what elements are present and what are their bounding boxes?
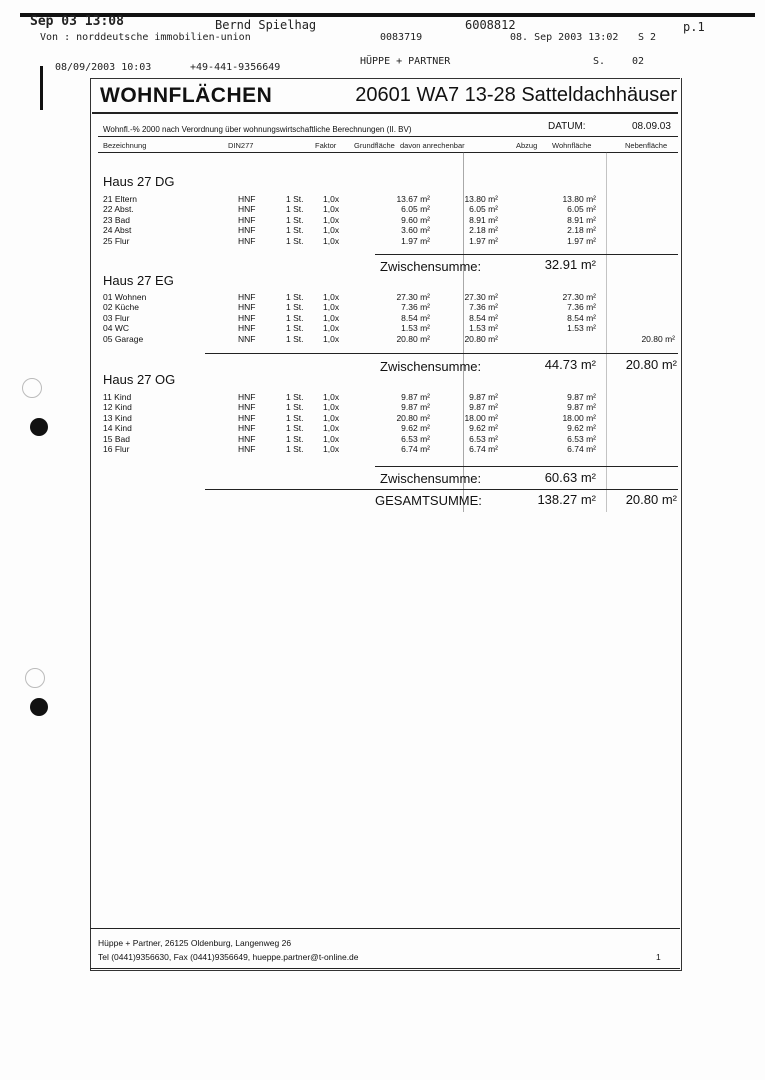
project-title: 20601 WA7 13-28 Satteldachhäuser bbox=[355, 84, 677, 106]
cell-anrechenbar: 18.00 m² bbox=[464, 412, 498, 423]
subtotal-label: Zwischensumme: bbox=[380, 471, 482, 486]
cell-grundflaeche: 6.74 m² bbox=[401, 444, 430, 454]
cell-din: HNF bbox=[238, 194, 256, 204]
cell-grundflaeche: 6.05 m² bbox=[401, 204, 430, 215]
cell-grundflaeche: 8.54 m² bbox=[401, 312, 430, 323]
cell-stueck: 1 St. bbox=[286, 433, 304, 444]
cell-anrechenbar: 13.80 m² bbox=[464, 194, 498, 204]
footer-bottom-rule bbox=[90, 968, 680, 969]
fax-line2-from: Von : norddeutsche immobilien-union bbox=[40, 32, 251, 43]
cell-wohnflaeche: 13.80 m² bbox=[562, 194, 596, 204]
cell-bezeichnung: 12 Kind bbox=[103, 402, 132, 413]
cell-bezeichnung: 05 Garage bbox=[103, 333, 144, 344]
column-header-nebenflaeche: Nebenfläche bbox=[625, 141, 668, 150]
column-header-abzug: Abzug bbox=[516, 141, 538, 150]
cell-grundflaeche: 9.87 m² bbox=[401, 392, 430, 402]
cell-faktor: 1,0x bbox=[323, 302, 340, 313]
cell-grundflaeche: 20.80 m² bbox=[396, 412, 430, 423]
fax-line3-s: S. bbox=[593, 56, 606, 67]
column-header-din: DIN277 bbox=[228, 141, 254, 150]
cell-faktor: 1,0x bbox=[323, 392, 340, 402]
fax-line2-date: 08. Sep 2003 13:02 bbox=[510, 32, 619, 43]
cell-stueck: 1 St. bbox=[286, 235, 304, 246]
cell-faktor: 1,0x bbox=[323, 235, 340, 246]
subtotal-wohnflaeche: 44.73 m² bbox=[544, 357, 596, 372]
table-row bbox=[0, 236, 765, 246]
table-row bbox=[0, 402, 765, 412]
cell-anrechenbar: 8.91 m² bbox=[469, 214, 498, 225]
cell-din: HNF bbox=[238, 444, 256, 454]
cell-stueck: 1 St. bbox=[286, 225, 304, 236]
cell-bezeichnung: 24 Abst bbox=[103, 225, 132, 236]
regulation-note: Wohnfl.-% 2000 nach Verordnung über wohnungswirtschaftliche Berechnungen (II. BV) bbox=[103, 125, 412, 134]
cell-faktor: 1,0x bbox=[323, 312, 340, 323]
punch-hole-ghost bbox=[25, 668, 45, 688]
cell-din: HNF bbox=[238, 392, 256, 402]
column-header-bezeichnung: Bezeichnung bbox=[103, 141, 147, 150]
cell-grundflaeche: 7.36 m² bbox=[401, 302, 430, 313]
table-row bbox=[0, 225, 765, 235]
footer-rule bbox=[90, 928, 680, 929]
section-title: Haus 27 EG bbox=[103, 273, 174, 288]
cell-wohnflaeche: 8.54 m² bbox=[567, 312, 596, 323]
cell-wohnflaeche: 9.87 m² bbox=[567, 392, 596, 402]
cell-stueck: 1 St. bbox=[286, 444, 304, 454]
cell-anrechenbar: 7.36 m² bbox=[469, 302, 498, 313]
cell-wohnflaeche: 6.74 m² bbox=[567, 444, 596, 454]
cell-stueck: 1 St. bbox=[286, 204, 304, 215]
cell-bezeichnung: 02 Küche bbox=[103, 302, 139, 313]
fax-line2-mid: 0083719 bbox=[380, 32, 423, 43]
cell-din: HNF bbox=[238, 433, 256, 444]
footer-page-number: 1 bbox=[656, 952, 661, 962]
document-title: WOHNFLÄCHEN bbox=[100, 84, 273, 107]
cell-wohnflaeche: 8.91 m² bbox=[567, 214, 596, 225]
cell-din: HNF bbox=[238, 225, 256, 236]
total-wohnflaeche: 138.27 m² bbox=[537, 492, 596, 507]
subtotal-label: Zwischensumme: bbox=[380, 259, 482, 274]
cell-nebenflaeche: 20.80 m² bbox=[641, 333, 675, 344]
table-row bbox=[0, 334, 765, 344]
table-row bbox=[0, 194, 765, 204]
table-row bbox=[0, 423, 765, 433]
cell-anrechenbar: 1.53 m² bbox=[469, 323, 498, 334]
cell-din: HNF bbox=[238, 412, 256, 423]
cell-faktor: 1,0x bbox=[323, 433, 340, 444]
total-rule bbox=[205, 489, 678, 490]
cell-grundflaeche: 27.30 m² bbox=[396, 292, 430, 302]
cell-wohnflaeche: 6.05 m² bbox=[567, 204, 596, 215]
cell-grundflaeche: 9.62 m² bbox=[401, 423, 430, 434]
fax-line3-datetime: 08/09/2003 10:03 bbox=[55, 62, 152, 73]
subtotal-label: Zwischensumme: bbox=[380, 359, 482, 374]
cell-faktor: 1,0x bbox=[323, 292, 340, 302]
cell-grundflaeche: 20.80 m² bbox=[396, 333, 430, 344]
table-row bbox=[0, 204, 765, 214]
table-row bbox=[0, 313, 765, 323]
cell-wohnflaeche: 9.62 m² bbox=[567, 423, 596, 434]
cell-grundflaeche: 9.60 m² bbox=[401, 214, 430, 225]
cell-faktor: 1,0x bbox=[323, 333, 340, 344]
column-header-davon: davon anrechenbar bbox=[400, 141, 465, 150]
cell-wohnflaeche: 1.97 m² bbox=[567, 235, 596, 246]
date-value: 08.09.03 bbox=[632, 121, 671, 132]
cell-bezeichnung: 03 Flur bbox=[103, 312, 130, 323]
section-title: Haus 27 DG bbox=[103, 174, 175, 189]
cell-din: HNF bbox=[238, 423, 256, 434]
cell-stueck: 1 St. bbox=[286, 423, 304, 434]
table-row bbox=[0, 215, 765, 225]
column-header-rule bbox=[98, 152, 678, 153]
left-margin-mark bbox=[40, 66, 43, 110]
cell-stueck: 1 St. bbox=[286, 402, 304, 413]
cell-grundflaeche: 3.60 m² bbox=[401, 225, 430, 236]
cell-anrechenbar: 1.97 m² bbox=[469, 235, 498, 246]
cell-bezeichnung: 11 Kind bbox=[103, 392, 132, 402]
cell-din: HNF bbox=[238, 302, 256, 313]
table-row bbox=[0, 323, 765, 333]
fax-line1-number: 6008812 bbox=[465, 18, 516, 32]
cell-faktor: 1,0x bbox=[323, 225, 340, 236]
cell-faktor: 1,0x bbox=[323, 402, 340, 413]
subtotal-nebenflaeche: 20.80 m² bbox=[625, 357, 677, 372]
cell-faktor: 1,0x bbox=[323, 444, 340, 454]
cell-anrechenbar: 6.74 m² bbox=[469, 444, 498, 454]
fax-header-bar bbox=[20, 13, 755, 17]
cell-anrechenbar: 9.87 m² bbox=[469, 392, 498, 402]
subtotal-wohnflaeche: 32.91 m² bbox=[544, 257, 596, 272]
table-row bbox=[0, 434, 765, 444]
cell-anrechenbar: 9.62 m² bbox=[469, 423, 498, 434]
cell-wohnflaeche: 18.00 m² bbox=[562, 412, 596, 423]
fax-line1-page: p.1 bbox=[683, 20, 705, 34]
cell-bezeichnung: 01 Wohnen bbox=[103, 292, 147, 302]
total-nebenflaeche: 20.80 m² bbox=[625, 492, 677, 507]
cell-din: HNF bbox=[238, 292, 256, 302]
cell-bezeichnung: 22 Abst. bbox=[103, 204, 134, 215]
cell-faktor: 1,0x bbox=[323, 204, 340, 215]
cell-din: HNF bbox=[238, 214, 256, 225]
cell-stueck: 1 St. bbox=[286, 323, 304, 334]
cell-anrechenbar: 6.05 m² bbox=[469, 204, 498, 215]
cell-bezeichnung: 16 Flur bbox=[103, 444, 130, 454]
cell-anrechenbar: 6.53 m² bbox=[469, 433, 498, 444]
cell-bezeichnung: 21 Eltern bbox=[103, 194, 138, 204]
cell-stueck: 1 St. bbox=[286, 333, 304, 344]
subtotal-rule bbox=[205, 353, 678, 354]
cell-anrechenbar: 27.30 m² bbox=[464, 292, 498, 302]
date-label: DATUM: bbox=[548, 121, 586, 132]
cell-din: HNF bbox=[238, 204, 256, 215]
cell-wohnflaeche: 7.36 m² bbox=[567, 302, 596, 313]
cell-din: HNF bbox=[238, 323, 256, 334]
cell-faktor: 1,0x bbox=[323, 194, 340, 204]
cell-stueck: 1 St. bbox=[286, 194, 304, 204]
cell-grundflaeche: 13.67 m² bbox=[396, 194, 430, 204]
fax-line3-page: 02 bbox=[632, 56, 645, 67]
cell-faktor: 1,0x bbox=[323, 323, 340, 334]
cell-anrechenbar: 2.18 m² bbox=[469, 225, 498, 236]
cell-din: HNF bbox=[238, 312, 256, 323]
column-header-wohnflaeche: Wohnfläche bbox=[552, 141, 592, 150]
subtotal-rule bbox=[375, 254, 678, 255]
table-row bbox=[0, 292, 765, 302]
cell-grundflaeche: 1.53 m² bbox=[401, 323, 430, 334]
cell-stueck: 1 St. bbox=[286, 392, 304, 402]
cell-stueck: 1 St. bbox=[286, 412, 304, 423]
cell-wohnflaeche: 9.87 m² bbox=[567, 402, 596, 413]
cell-stueck: 1 St. bbox=[286, 214, 304, 225]
cell-bezeichnung: 23 Bad bbox=[103, 214, 130, 225]
section-title: Haus 27 OG bbox=[103, 372, 176, 387]
cell-faktor: 1,0x bbox=[323, 214, 340, 225]
table-row bbox=[0, 392, 765, 402]
cell-din: HNF bbox=[238, 235, 256, 246]
cell-wohnflaeche: 6.53 m² bbox=[567, 433, 596, 444]
cell-grundflaeche: 1.97 m² bbox=[401, 235, 430, 246]
cell-stueck: 1 St. bbox=[286, 302, 304, 313]
cell-bezeichnung: 13 Kind bbox=[103, 412, 132, 423]
footer-address: Hüppe + Partner, 26125 Oldenburg, Langenweg 26 bbox=[98, 938, 292, 948]
cell-anrechenbar: 20.80 m² bbox=[464, 333, 498, 344]
cell-faktor: 1,0x bbox=[323, 423, 340, 434]
fax-line1-sender: Bernd Spielhag bbox=[215, 18, 317, 32]
cell-din: HNF bbox=[238, 402, 256, 413]
cell-wohnflaeche: 2.18 m² bbox=[567, 225, 596, 236]
fax-line3-sender: HÜPPE + PARTNER bbox=[360, 56, 451, 67]
cell-bezeichnung: 04 WC bbox=[103, 323, 129, 334]
cell-stueck: 1 St. bbox=[286, 292, 304, 302]
cell-stueck: 1 St. bbox=[286, 312, 304, 323]
fax-line2-code: S 2 bbox=[638, 32, 657, 43]
cell-bezeichnung: 14 Kind bbox=[103, 423, 132, 434]
cell-wohnflaeche: 27.30 m² bbox=[562, 292, 596, 302]
punch-hole bbox=[30, 698, 48, 716]
cell-anrechenbar: 9.87 m² bbox=[469, 402, 498, 413]
total-label: GESAMTSUMME: bbox=[375, 493, 482, 508]
title-rule bbox=[92, 112, 678, 114]
table-row bbox=[0, 444, 765, 454]
subtotal-rule bbox=[375, 466, 678, 467]
fax-line3-phone: +49-441-9356649 bbox=[190, 62, 281, 73]
subtotal-wohnflaeche: 60.63 m² bbox=[544, 470, 596, 485]
column-header-faktor: Faktor bbox=[315, 141, 337, 150]
header-rule bbox=[98, 136, 678, 137]
cell-anrechenbar: 8.54 m² bbox=[469, 312, 498, 323]
cell-din: NNF bbox=[238, 333, 256, 344]
document-top-rule bbox=[90, 78, 680, 79]
column-header-grundflaeche: Grundfläche bbox=[354, 141, 395, 150]
cell-bezeichnung: 15 Bad bbox=[103, 433, 130, 444]
cell-wohnflaeche: 1.53 m² bbox=[567, 323, 596, 334]
fax-line1-time: Sep 03 13:08 bbox=[30, 14, 124, 29]
cell-grundflaeche: 6.53 m² bbox=[401, 433, 430, 444]
cell-grundflaeche: 9.87 m² bbox=[401, 402, 430, 413]
footer-contact: Tel (0441)9356630, Fax (0441)9356649, hueppe.partner@t-online.de bbox=[98, 952, 359, 962]
table-row bbox=[0, 302, 765, 312]
cell-bezeichnung: 25 Flur bbox=[103, 235, 130, 246]
table-row bbox=[0, 413, 765, 423]
cell-faktor: 1,0x bbox=[323, 412, 340, 423]
